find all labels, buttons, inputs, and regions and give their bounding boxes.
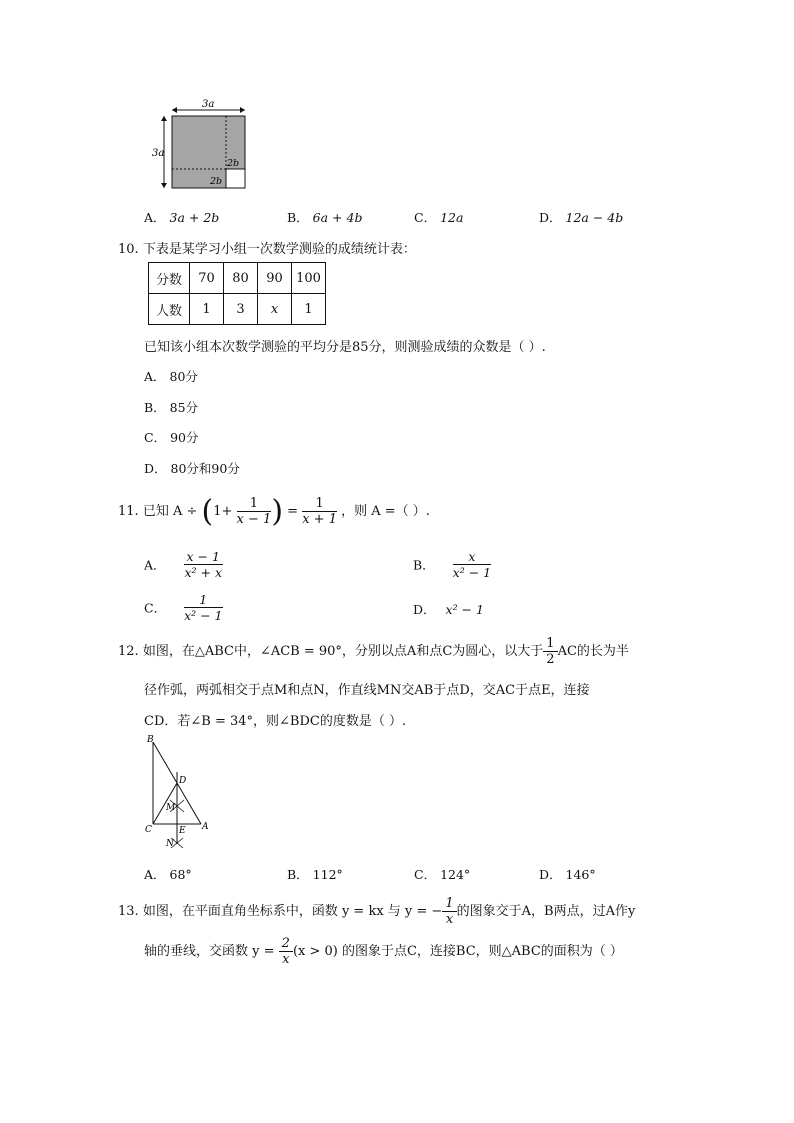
fig12-label-m: M bbox=[166, 803, 176, 813]
option-text: 112° bbox=[312, 867, 343, 882]
table-row bbox=[149, 294, 326, 325]
table-cell: 100 bbox=[292, 263, 326, 294]
paren-right: ) bbox=[271, 494, 284, 529]
fig9-left-label: 3a bbox=[152, 148, 165, 159]
question-text: 如图，在△ABC中，∠ACB = 90°，分别以点A和点C为圆心，以大于 bbox=[142, 644, 544, 659]
q10-question: 已知该小组本次数学测验的平均分是85分，则测验成绩的众数是（ ）. bbox=[144, 340, 546, 355]
fig9-inner-h-label: 2b bbox=[227, 158, 240, 169]
option-letter: B． bbox=[287, 867, 309, 882]
option-letter: D． bbox=[539, 867, 562, 882]
fig12-label-b: B bbox=[147, 735, 154, 745]
option-letter: A． bbox=[144, 210, 166, 225]
question-number: 10. bbox=[118, 242, 139, 257]
fig12-label-e: E bbox=[179, 826, 186, 836]
equals: = bbox=[287, 504, 299, 519]
fig9-top-label: 3a bbox=[202, 99, 215, 110]
fraction bbox=[237, 496, 272, 527]
paren-left: ( bbox=[201, 494, 214, 529]
stem-pre: 已知 A ÷ bbox=[142, 504, 198, 519]
denominator: x² + x bbox=[184, 565, 222, 580]
q10-option-c bbox=[144, 428, 198, 446]
table-cell: 80 bbox=[224, 263, 258, 294]
option-letter: C． bbox=[414, 210, 437, 225]
q12-option-c bbox=[414, 865, 470, 883]
q11-option-b bbox=[413, 549, 491, 580]
fraction bbox=[302, 496, 337, 527]
q13-line-2 bbox=[144, 936, 623, 967]
question-text: 轴的垂线，交函数 y = bbox=[144, 944, 275, 959]
q12-figure bbox=[140, 732, 220, 852]
question-number: 13. bbox=[118, 904, 139, 919]
q9-option-c bbox=[414, 208, 463, 226]
option-text: 80分 bbox=[169, 369, 198, 384]
option-letter: C． bbox=[144, 600, 167, 616]
fraction-half bbox=[543, 636, 557, 667]
q9-option-b bbox=[287, 208, 362, 226]
numerator: 1 bbox=[302, 496, 337, 512]
q10-stem bbox=[118, 238, 416, 257]
option-letter: A． bbox=[144, 369, 166, 384]
q10-option-b bbox=[144, 398, 198, 416]
option-text: 3a + 2b bbox=[169, 210, 220, 225]
fraction bbox=[453, 549, 491, 580]
question-text: (x > 0) 的图象于点C，连接BC，则△ABC的面积为（ ） bbox=[292, 944, 623, 959]
q10-option-a bbox=[144, 367, 198, 385]
option-letter: B． bbox=[144, 400, 166, 415]
q11-stem bbox=[118, 494, 430, 529]
option-text: 6a + 4b bbox=[312, 210, 363, 225]
option-letter: A． bbox=[144, 867, 166, 882]
option-letter: D． bbox=[144, 461, 167, 476]
option-letter: D． bbox=[413, 602, 436, 617]
question-text: 下表是某学习小组一次数学测验的成绩统计表： bbox=[142, 242, 416, 257]
option-text: 12a bbox=[440, 210, 464, 225]
table-cell: x bbox=[258, 294, 292, 325]
denominator: x² − 1 bbox=[452, 565, 492, 580]
q12-line-2: 径作弧，两弧相交于点M和点N，作直线MN交AB于点D，交AC于点E，连接 bbox=[144, 683, 590, 698]
q12-line-1 bbox=[118, 636, 629, 667]
option-letter: B． bbox=[287, 210, 309, 225]
q9-option-d bbox=[539, 208, 623, 226]
denominator: x + 1 bbox=[302, 512, 337, 527]
table-cell: 70 bbox=[190, 263, 224, 294]
q11-option-a bbox=[144, 549, 223, 580]
option-text: 80分和90分 bbox=[170, 461, 240, 476]
option-text: 90分 bbox=[170, 430, 199, 445]
option-text: 85分 bbox=[169, 400, 199, 415]
fig12-label-n: N bbox=[166, 839, 174, 849]
numerator: x bbox=[453, 549, 491, 565]
q11-option-c bbox=[144, 592, 223, 623]
stem-post: ，则 A =（ ）. bbox=[341, 504, 430, 519]
fig12-label-c: C bbox=[145, 825, 152, 835]
numerator: 1 bbox=[543, 636, 557, 652]
option-letter: C． bbox=[414, 867, 437, 882]
option-letter: B． bbox=[413, 557, 435, 573]
q12-option-b bbox=[287, 865, 343, 883]
denominator: x bbox=[445, 912, 454, 927]
question-number: 11. bbox=[118, 504, 139, 519]
option-text: 12a − 4b bbox=[565, 210, 624, 225]
fraction bbox=[442, 896, 456, 927]
fig9-inner-w-label: 2b bbox=[210, 176, 223, 187]
fig12-label-a: A bbox=[202, 822, 209, 832]
table-cell: 3 bbox=[224, 294, 258, 325]
table-cell: 1 bbox=[190, 294, 224, 325]
denominator: x − 1 bbox=[236, 512, 272, 527]
option-text: 146° bbox=[565, 867, 596, 882]
question-text: 如图，在平面直角坐标系中，函数 y = kx 与 y = − bbox=[142, 904, 443, 919]
question-text: AC的长为半 bbox=[557, 644, 629, 659]
denominator: x² − 1 bbox=[184, 608, 223, 623]
option-letter: A． bbox=[144, 557, 166, 573]
table-cell: 90 bbox=[258, 263, 292, 294]
q9-option-a bbox=[144, 208, 219, 226]
q13-line-1 bbox=[118, 896, 635, 927]
denominator: x bbox=[282, 952, 290, 967]
question-number: 12. bbox=[118, 644, 139, 659]
numerator: 1 bbox=[442, 896, 456, 912]
table-row bbox=[149, 263, 326, 294]
fraction bbox=[279, 936, 293, 967]
score-table bbox=[148, 262, 326, 325]
option-text: 68° bbox=[169, 867, 192, 882]
numerator: 1 bbox=[237, 496, 272, 512]
denominator: 2 bbox=[546, 652, 555, 667]
q10-option-d bbox=[144, 459, 240, 477]
question-text: 的图象交于A，B两点，过A作y bbox=[456, 904, 636, 919]
q12-option-a bbox=[144, 865, 192, 883]
one-plus: 1+ bbox=[213, 504, 233, 519]
table-cell: 分数 bbox=[149, 263, 190, 294]
numerator: 1 bbox=[184, 592, 222, 608]
q9-figure bbox=[150, 96, 260, 192]
numerator: 2 bbox=[279, 936, 293, 952]
option-text: 124° bbox=[440, 867, 471, 882]
option-letter: D． bbox=[539, 210, 562, 225]
fraction bbox=[184, 592, 222, 623]
option-letter: C． bbox=[144, 430, 167, 445]
option-text: x² − 1 bbox=[445, 602, 484, 617]
fig12-label-d: D bbox=[179, 776, 187, 786]
table-cell: 人数 bbox=[149, 294, 190, 325]
numerator: x − 1 bbox=[184, 549, 223, 565]
table-cell: 1 bbox=[292, 294, 326, 325]
fraction bbox=[184, 549, 223, 580]
q11-option-d bbox=[413, 600, 484, 618]
q12-option-d bbox=[539, 865, 596, 883]
q12-line-3: CD．若∠B = 34°，则∠BDC的度数是（ ）. bbox=[144, 714, 407, 729]
